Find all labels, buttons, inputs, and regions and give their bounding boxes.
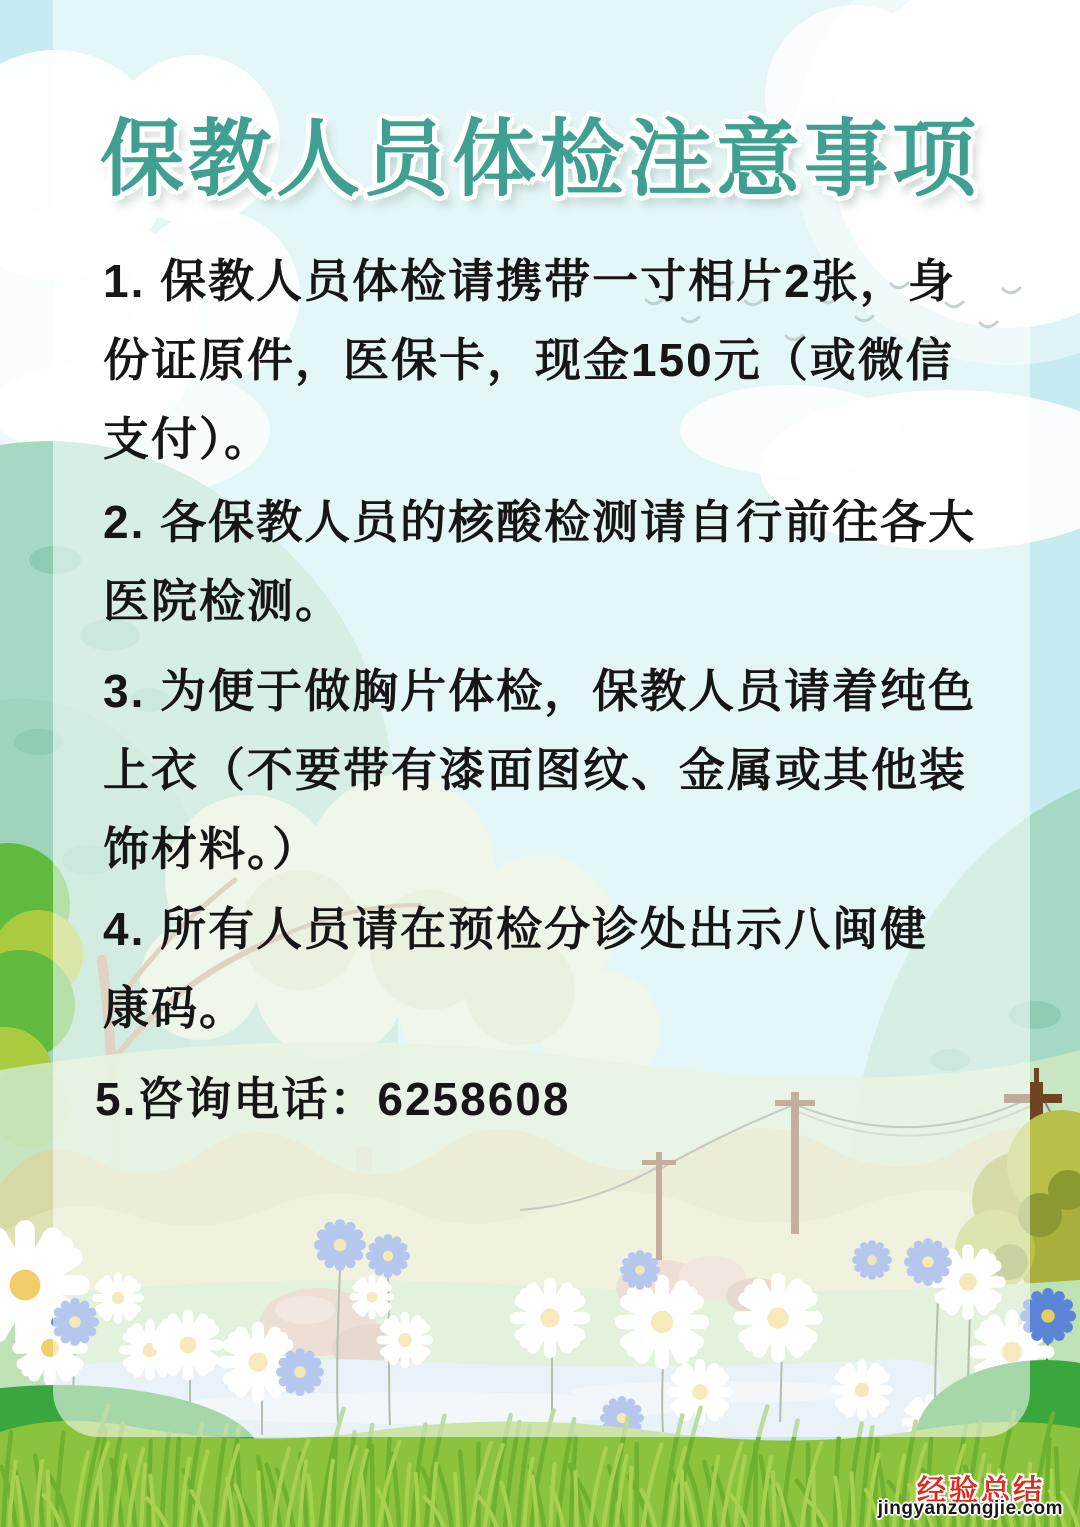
note-item-1: [103, 242, 995, 479]
note-line: 1. 保教人员体检请携带一寸相片2张，身: [103, 255, 956, 307]
page-title: 保教人员体检注意事项: [99, 112, 980, 206]
note-line: 4. 所有人员请在预检分诊处出示八闽健: [103, 903, 929, 955]
note-line: 康码。: [103, 982, 247, 1034]
note-item-3: [103, 652, 995, 889]
note-line: 饰材料。）: [103, 823, 320, 875]
watermark-brand: 经验总结: [916, 1475, 1045, 1507]
watermark-site: jingyanzongjie.com: [877, 1498, 1063, 1519]
note-line: 2. 各保教人员的核酸检测请自行前往各大: [103, 496, 977, 548]
note-item-5: [95, 1060, 987, 1139]
note-item-4: [103, 890, 995, 1048]
note-line: 支付）。: [103, 413, 272, 465]
note-line: 3. 为便于做胸片体检，保教人员请着纯色: [103, 665, 977, 717]
note-line: 医院检测。: [103, 575, 343, 627]
note-line: 上衣（不要带有漆面图纹、金属或其他装: [103, 744, 967, 796]
note-line-phone: 5.咨询电话：6258608: [95, 1073, 571, 1125]
note-item-2: [103, 483, 995, 641]
note-line: 份证原件，医保卡，现金150元（或微信: [103, 334, 954, 386]
